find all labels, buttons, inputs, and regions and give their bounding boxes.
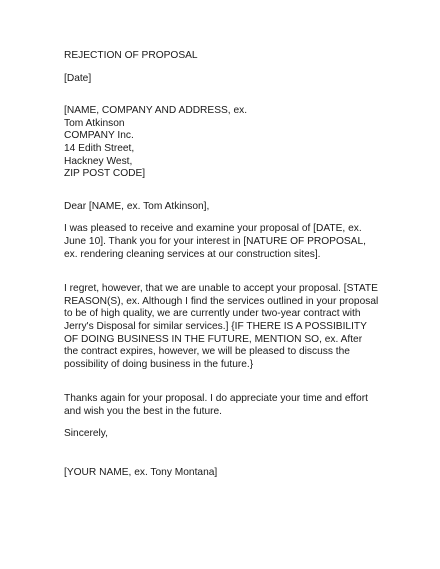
recipient-address [64,105,394,181]
letter-body [64,50,394,480]
address-line: COMPANY Inc. [64,130,134,142]
signature: [YOUR NAME, ex. Tony Montana] [64,467,218,479]
paragraph-line: Thanks again for your proposal. I do appreciate your time and effort [64,393,368,405]
closing: Sincerely, [64,428,108,440]
address-line: 14 Edith Street, [64,142,135,154]
address-line: [NAME, COMPANY AND ADDRESS, ex. [64,105,248,117]
paragraph-line: ex. rendering cleaning services at our construction sites]. [64,248,321,260]
paragraph-line: REASON(S), ex. Although I find the services outlined in your proposal [64,295,379,307]
paragraph-line: I was pleased to receive and examine your proposal of [DATE, ex. [64,223,362,235]
address-line: Tom Atkinson [64,117,125,129]
paragraph-line: I regret, however, that we are unable to accept your proposal. [STATE [64,283,378,295]
paragraph-line: possibility of doing business in the future.} [64,358,254,370]
paragraph-thanks [64,393,394,418]
paragraph-line: Jerry's Disposal for similar services.] {IF THERE IS A POSSIBILITY [64,320,367,332]
paragraph-line: the contract expires, however, we will be pleased to discuss the [64,346,350,358]
paragraph-line: to be of high quality, we are currently under two-year contract with [64,308,361,320]
salutation: Dear [NAME, ex. Tom Atkinson], [64,200,210,212]
paragraph-intro [64,223,394,261]
paragraph-line: and wish you the best in the future. [64,405,223,417]
letter-title: REJECTION OF PROPOSAL [64,50,198,61]
letter-date: [Date] [64,72,92,84]
paragraph-rejection [64,283,394,371]
address-line: ZIP POST CODE] [64,168,146,180]
paragraph-line: June 10]. Thank you for your interest in [NATURE OF PROPOSAL, [64,235,366,247]
address-line: Hackney West, [64,155,133,167]
paragraph-line: OF DOING BUSINESS IN THE FUTURE, MENTION SO, ex. After [64,333,363,345]
